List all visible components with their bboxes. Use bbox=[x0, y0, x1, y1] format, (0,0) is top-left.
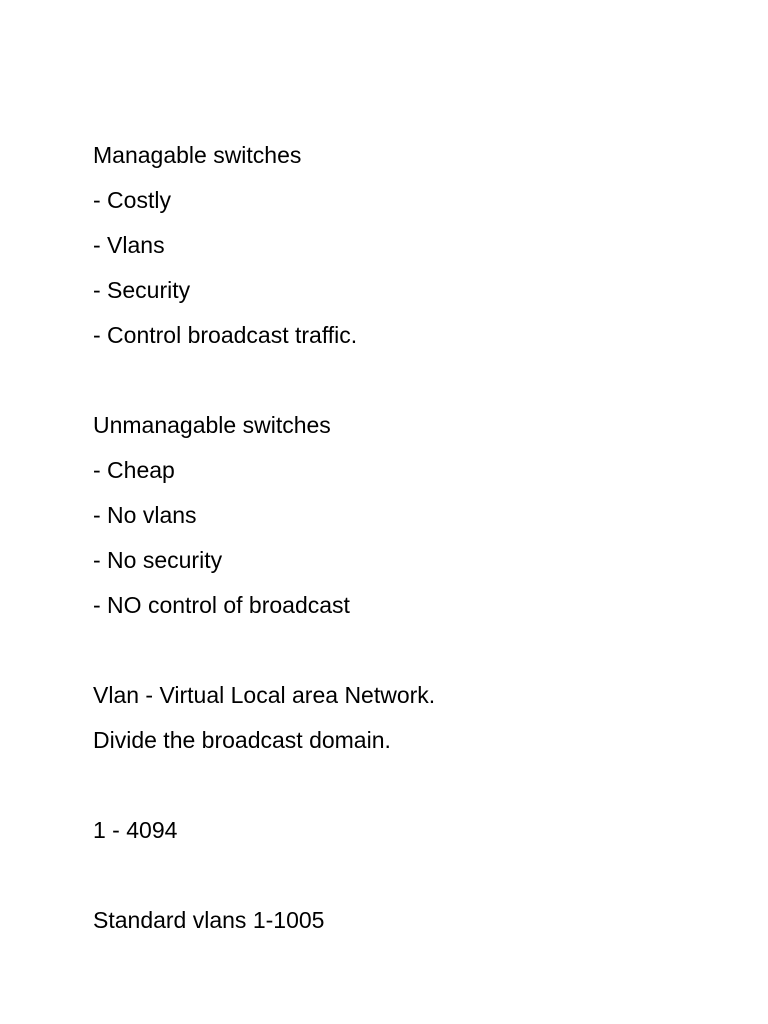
unmanagable-item-no-control: - NO control of broadcast bbox=[93, 592, 350, 618]
managable-item-costly: - Costly bbox=[93, 187, 171, 213]
standard-vlans: Standard vlans 1-1005 bbox=[93, 907, 325, 933]
unmanagable-item-no-vlans: - No vlans bbox=[93, 502, 197, 528]
unmanagable-item-no-security: - No security bbox=[93, 547, 223, 573]
paragraph-spacer bbox=[93, 628, 713, 673]
unmanagable-heading: Unmanagable switches bbox=[93, 412, 331, 438]
vlan-purpose: Divide the broadcast domain. bbox=[93, 727, 391, 753]
managable-item-security: - Security bbox=[93, 277, 191, 303]
vlan-range: 1 - 4094 bbox=[93, 817, 178, 843]
paragraph-spacer bbox=[93, 763, 713, 808]
vlan-definition: Vlan - Virtual Local area Network. bbox=[93, 682, 436, 708]
document-body bbox=[93, 133, 713, 943]
managable-heading: Managable switches bbox=[93, 142, 302, 168]
managable-item-control-broadcast: - Control broadcast traffic. bbox=[93, 322, 358, 348]
managable-item-vlans: - Vlans bbox=[93, 232, 165, 258]
paragraph-spacer bbox=[93, 853, 713, 898]
paragraph-spacer bbox=[93, 358, 713, 403]
unmanagable-item-cheap: - Cheap bbox=[93, 457, 175, 483]
